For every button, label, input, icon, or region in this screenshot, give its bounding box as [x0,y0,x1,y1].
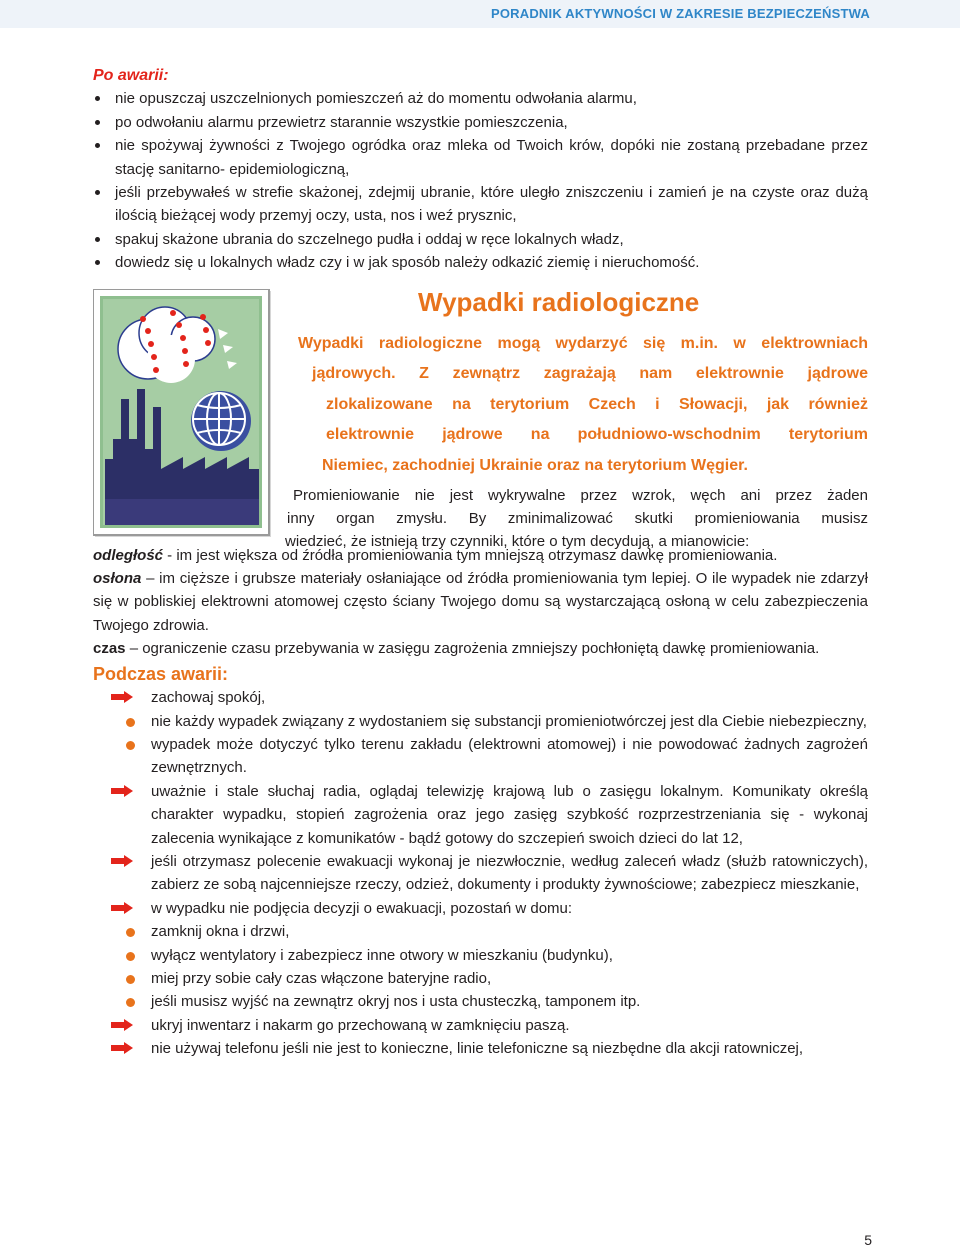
list-item-text: uważnie i stale słuchaj radia, oglądaj telewizję krajową lub o zasięgu lokalnym. Komunikaty określą charakter wypadku, stopień zagrożenia oraz jego zasięg szybkość rozprzestrzeniania się - wykonaj zalecenia wynikające z komunikatów - bądź gotowy do szczepień swoich dzieci do lat 12, [151,782,868,847]
list-item [93,897,868,920]
factor-text: – im cięższe i grubsze materiały osłaniające od źródła promieniowania tym lepiej. O ile wypadek nie zdarzył się w pobliskiej elektrowni atomowej często ściany Twojego domu są wystarczającą osłoną w celu zabezpieczenia Twojego zdrowia. [93,570,868,634]
list-item [93,1037,868,1060]
arrow-icon [111,855,133,867]
arrow-icon [111,902,133,914]
arrow-icon [111,1019,133,1031]
po-awarii-heading: Po awarii: [93,67,169,84]
podczas-awarii-list [93,686,868,1061]
subtitle-line: jądrowych. Z zewnątrz zagrażają nam elektrownie jądrowe [312,365,868,383]
paragraph-line: inny organ zmysłu. By zminimalizować skutki promieniowania musisz [287,510,868,528]
list-item [93,780,868,850]
sub-list-container [93,710,868,780]
radiological-section [93,285,868,583]
factor-term: odległość [93,546,164,564]
sub-list-item: wypadek może dotyczyć tylko terenu zakładu (elektrowni atomowej) i nie powodować żadnych zagrożeń zewnętrznych. [93,733,868,780]
paragraph-line: wiedzieć, że istnieją trzy czynniki, które o tym decydują, a mianowicie: [285,533,750,551]
list-item: po odwołaniu alarmu przewietrz starannie wszystkie pomieszczenia, [93,111,868,134]
list-item-text: w wypadku nie podjęcia decyzji o ewakuacji, pozostań w domu: [151,899,573,917]
radiation-paragraph [287,484,868,554]
sub-list [93,920,868,1014]
subtitle-line: Wypadki radiologiczne mogą wydarzyć się m.in. w elektrowniach [298,334,868,352]
list-item-text: nie używaj telefonu jeśli nie jest to konieczne, linie telefoniczne są niezbędne dla akcji ratowniczej, [151,1040,804,1058]
list-item: spakuj skażone ubrania do szczelnego pudła i oddaj w ręce lokalnych władz, [93,228,868,251]
po-awarii-list [93,87,868,274]
nuclear-plant-illustration [93,289,275,541]
list-item: dowiedz się u lokalnych władz czy i w jak sposób należy odkazić ziemię i nieruchomość. [93,251,868,274]
list-item: nie opuszczaj uszczelnionych pomieszczeń aż do momentu odwołania alarmu, [93,87,868,110]
factor-text: – ograniczenie czasu przebywania w zasięgu zagrożenia zmniejszy pochłoniętą dawkę promieniowania. [125,640,820,658]
list-item-text: jeśli otrzymasz polecenie ewakuacji wykonaj je niezwłocznie, według zaleceń władz (służb ratowniczych), zabierz ze sobą najcenniejsze rzeczy, odzież, dokumenty i produkty żywnościowe; zabezpiecz mieszkanie, [151,852,868,894]
arrow-icon [111,785,133,797]
factor-term: czas [93,640,126,658]
factor-term: osłona [93,570,142,588]
arrow-icon [111,1042,133,1054]
subtitle-line: zlokalizowane na terytorium Czech i Słowacji, jak również [326,395,868,413]
sub-list-container [93,920,868,1014]
list-item-text: ukryj inwentarz i nakarm go przechowaną w zamknięciu paszą. [151,1016,570,1034]
list-item-text: zachowaj spokój, [151,689,266,707]
list-item [93,1014,868,1037]
factor-text: - im jest większa od źródła promieniowania tym mniejszą otrzymasz dawkę promieniowania. [163,546,778,564]
podczas-awarii-heading: Podczas awarii: [93,663,229,684]
page-header [0,0,960,28]
list-item: nie spożywaj żywności z Twojego ogródka oraz mleka od Twoich krów, dopóki nie zostaną przebadane przez stację sanitarno- epidemiologiczną, [93,134,868,181]
subtitle-line: Niemiec, zachodniej Ukrainie oraz na terytorium Węgier. [322,456,748,474]
list-item [93,850,868,897]
arrow-icon [111,691,133,703]
sub-list-item: wyłącz wentylatory i zabezpiecz inne otwory w mieszkaniu (budynku), [93,944,868,967]
sub-list-item: jeśli musisz wyjść na zewnątrz okryj nos i usta chusteczką, tamponem itp. [93,990,868,1013]
sub-list-item: miej przy sobie cały czas włączone bateryjne radio, [93,967,868,990]
section-title: Wypadki radiologiczne [418,286,700,317]
factor-time [93,637,868,660]
sub-list-item: zamknij okna i drzwi, [93,920,868,943]
subtitle-line: elektrownie jądrowe na południowo-wschodnim terytorium [326,426,868,444]
list-item [93,686,868,709]
paragraph-line: Promieniowanie nie jest wykrywalne przez wzrok, węch ani przez żaden [293,486,868,504]
page-number: 5 [864,1232,872,1248]
header-title: PORADNIK AKTYWNOŚCI W ZAKRESIE BEZPIECZEŃSTWA [490,6,870,21]
sub-list-item: nie każdy wypadek związany z wydostaniem się substancji promieniotwórczej jest dla Ciebie niebezpieczny, [93,710,868,733]
section-subtitle [298,329,868,482]
sub-list [93,710,868,780]
page-content [93,64,868,1061]
list-item: jeśli przebywałeś w strefie skażonej, zdejmij ubranie, które uległo zniszczeniu i zamień je na czyste oraz dużą ilością bieżącej wody przemyj oczy, usta, nos i weź prysznic, [93,181,868,228]
